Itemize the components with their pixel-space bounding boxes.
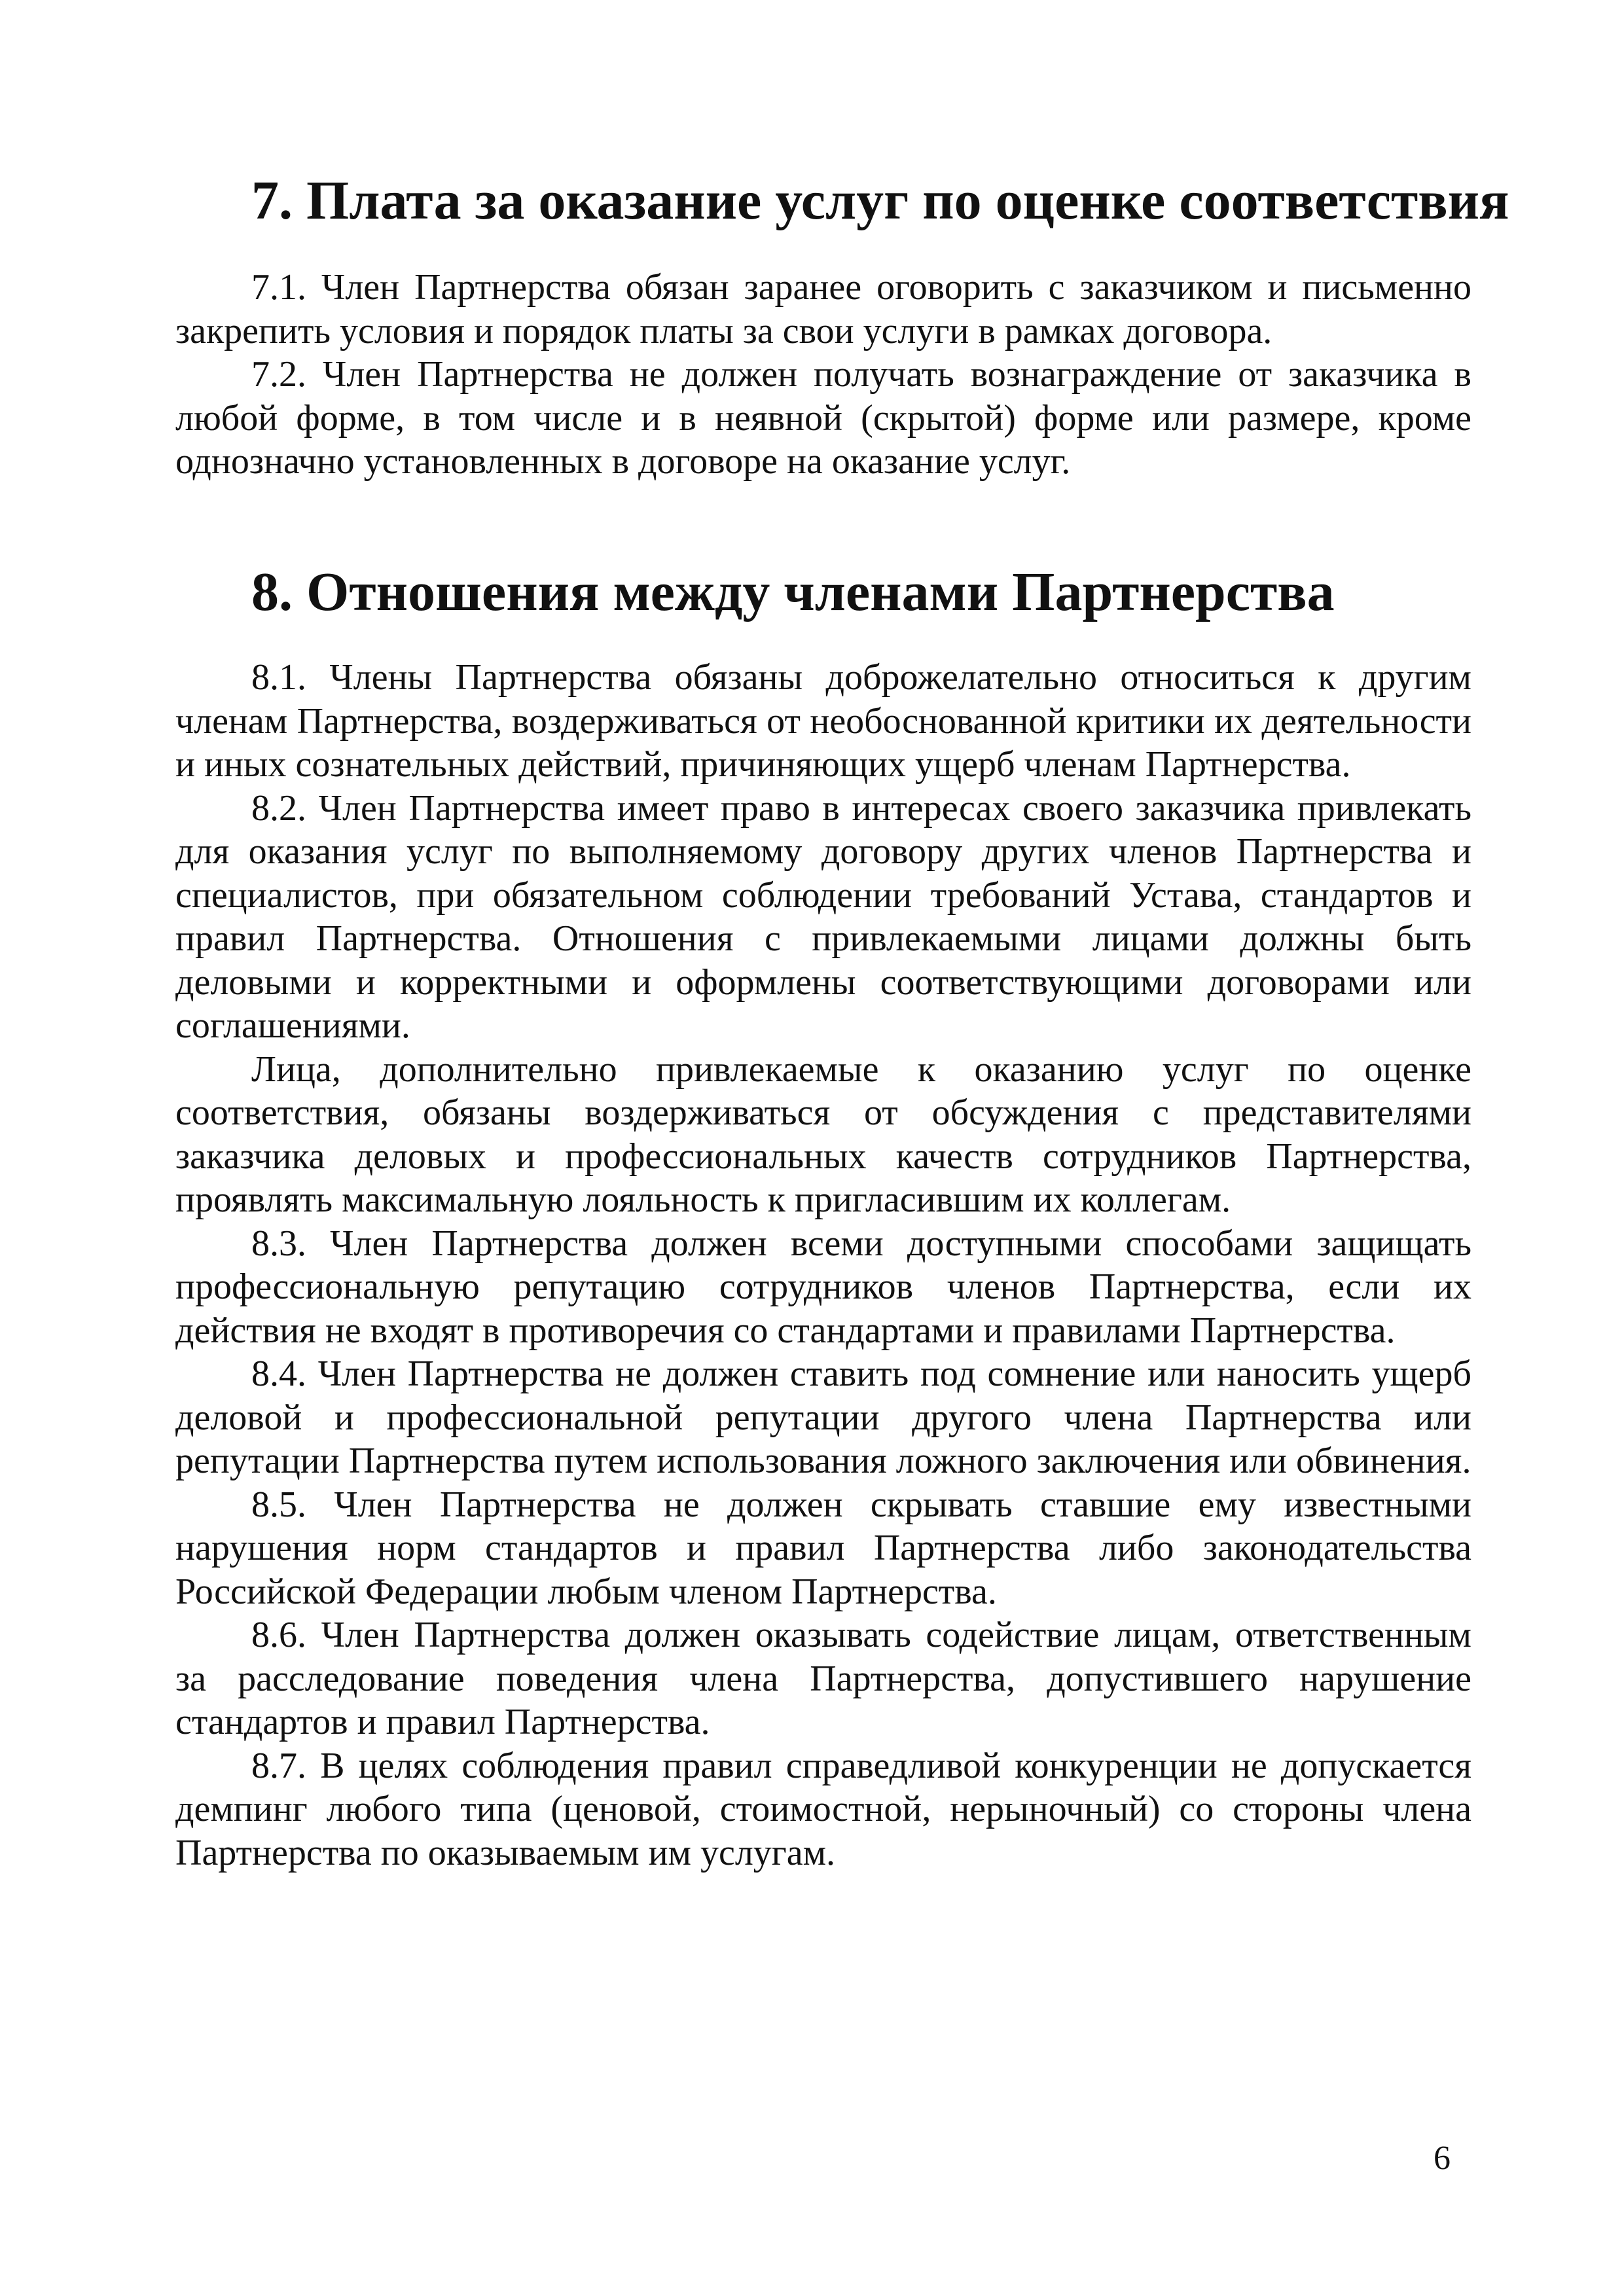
section-7-heading: 7. Плата за оказание услуг по оценке соответствия bbox=[251, 170, 1509, 231]
section-7-body bbox=[175, 266, 1471, 484]
page-number: 6 bbox=[1434, 2140, 1451, 2177]
section-8-body bbox=[175, 656, 1471, 1874]
paragraph-7-1: 7.1. Член Партнерства обязан заранее оговорить с заказчиком и письменно закрепить условия и порядок платы за свои услуги в рамках договора. bbox=[175, 267, 1471, 351]
paragraph-8-3: 8.3. Член Партнерства должен всеми доступными способами защищать профессиональную репутацию сотрудников членов Партнерства, если их действия не входят в противоречия со стандартами и правилами Партнерства. bbox=[175, 1223, 1471, 1351]
paragraph-8-2: 8.2. Член Партнерства имеет право в интересах своего заказчика привлекать для оказания услуг по выполняемому договору других членов Партнерства и специалистов, при обязательном соблюдении требований Устава, стандартов и правил Партнерства. Отношения с привлекаемыми лицами должны быть деловыми и корректными и оформлены соответствующими договорами или соглашениями. bbox=[175, 787, 1471, 1046]
paragraph-8-4: 8.4. Член Партнерства не должен ставить под сомнение или наносить ущерб деловой и профессиональной репутации другого члена Партнерства или репутации Партнерства путем использования ложного заключения или обвинения. bbox=[175, 1354, 1471, 1481]
paragraph-8-2-continuation: Лица, дополнительно привлекаемые к оказанию услуг по оценке соответствия, обязаны воздерживаться от обсуждения с представителями заказчика деловых и профессиональных качеств сотрудников Партнерства, проявлять максимальную лояльность к пригласившим их коллегам. bbox=[175, 1049, 1471, 1220]
paragraph-8-6: 8.6. Член Партнерства должен оказывать содействие лицам, ответственным за расследование поведения члена Партнерства, допустившего нарушение стандартов и правил Партнерства. bbox=[175, 1615, 1471, 1742]
paragraph-8-5: 8.5. Член Партнерства не должен скрывать ставшие ему известными нарушения норм стандартов и правил Партнерства либо законодательства Российской Федерации любым членом Партнерства. bbox=[175, 1484, 1471, 1612]
paragraph-8-1: 8.1. Члены Партнерства обязаны доброжелательно относиться к другим членам Партнерства, воздерживаться от необоснованной критики их деятельности и иных сознательных действий, причиняющих ущерб членам Партнерства. bbox=[175, 657, 1471, 785]
paragraph-8-7: 8.7. В целях соблюдения правил справедливой конкуренции не допускается демпинг любого типа (ценовой, стоимостной, нерыночный) со стороны члена Партнерства по оказываемым им услугам. bbox=[175, 1745, 1471, 1873]
paragraph-7-2: 7.2. Член Партнерства не должен получать вознаграждение от заказчика в любой форме, в том числе и в неявной (скрытой) форме или размере, кроме однозначно установленных в договоре на оказание услуг. bbox=[175, 354, 1471, 482]
section-8-heading: 8. Отношения между членами Партнерства bbox=[251, 562, 1335, 622]
